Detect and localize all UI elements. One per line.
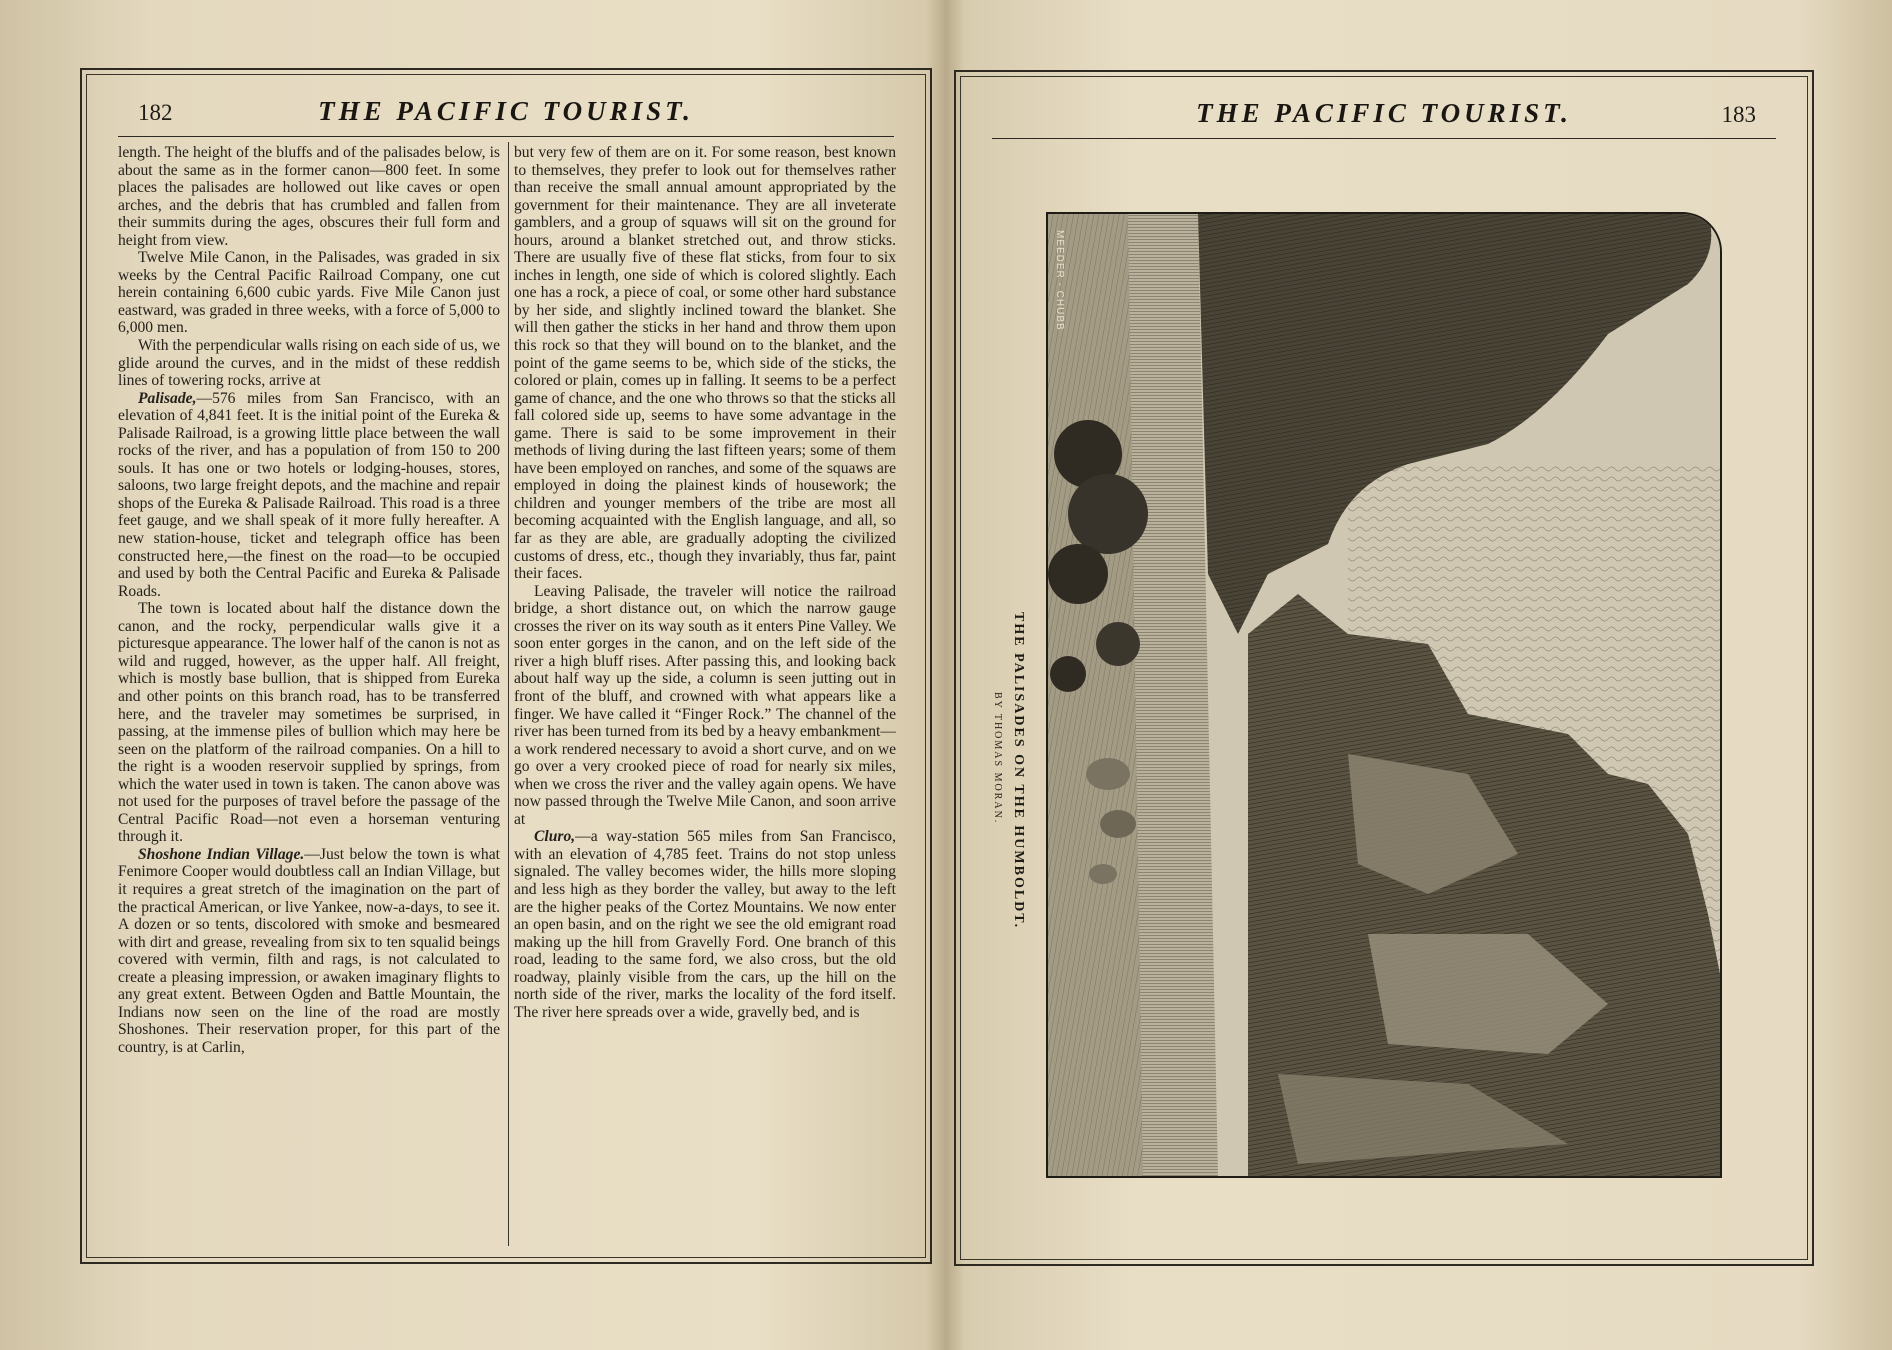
paragraph — [118, 846, 500, 1057]
station-name: Shoshone Indian Village. — [138, 845, 305, 863]
paragraph — [514, 828, 896, 1021]
paragraph-text: Twelve Mile Canon, in the Palisades, was graded in six weeks by the Central Pacific Railroad Company, one cut herein containing 6,600 cubic yards. Five Mile Canon just eastward, was graded in three weeks, with a force of 5,000 to 6,000 men. — [118, 249, 500, 337]
engraving-plate — [1046, 212, 1722, 1178]
right-page-header — [992, 94, 1776, 139]
right-page — [940, 0, 1892, 1350]
paragraph-text: With the perpendicular walls rising on each side of us, we glide around the curves, and in the midst of these reddish lines of towering rocks, arrive at — [118, 337, 500, 390]
page-number: 183 — [1721, 102, 1756, 127]
paragraph-text: but very few of them are on it. For some reason, best known to themselves, they prefer to look out for themselves rather than receive the small annual amount appropriated by the government for their maintenance. They are all inveterate gamblers, and a group of squaws will sit on the ground for hours, around a blanket stretched out, and throw sticks. There are usually five of these flat sticks, from four to six inches in length, one side of which is colored slightly. Each one has a rock, a piece of coal, or some other hard substance by her side, and slightly inclined toward the blanket. She will then gather the sticks in her hand and throw them upon this rock so that they will bound on to the blanket, and the point of the game seems to be, which side of the sticks, the colored or plain, comes up in falling. It seems to be a perfect game of chance, and the one who throws so that the sticks all fall colored side up, seems to have some advantage in the game. There is said to be some improvement in their methods of living during the last fifteen years; some of them have been employed on ranches, and some of the squaws are employed in doing the plainest kinds of housework; the children and younger members of the tribe are most all becoming acquainted with the English language, and all, so far as they are able, are gradually adopting the civilized customs of dress, etc., though they invariably, thus far, paint their faces. — [514, 144, 896, 583]
page-number: 182 — [138, 100, 173, 125]
paragraph-text: —576 miles from San Francisco, with an elevation of 4,841 feet. It is the initial point of the Eureka & Palisade Railroad, is a growing little place between the wall rocks of the river, and has a population of from 150 to 200 souls. It has one or two hotels or lodging-houses, stores, saloons, two large freight depots, and the machine and repair shops of the Eureka & Palisade Railroad. This road is a three feet gauge, and we shall speak of it more fully hereafter. A new station-house, ticket and telegraph office has been constructed here,—the finest on the road—to be occupied and used by both the Central Pacific and Eureka & Palisade Roads. — [118, 389, 500, 600]
paragraph-text: —Just below the town is what Fenimore Cooper would doubtless call an Indian Village, but it requires a great stretch of the imagination on the part of the practical American, or live Yankee, now-a-days, to see it. A dozen or so tents, discolored with smoke and besmeared with dirt and grease, revealing from six to ten squalid beings covered with vermin, filth and rags, is not calculated to create a pleasing impression, or awaken imaginary flights to any great extent. Between Ogden and Battle Mountain, the Indians now seen on the line of the road are mostly Shoshones. Their reservation proper, for this part of the country, is at Carlin, — [118, 845, 500, 1056]
paragraph-text: —a way-station 565 miles from San Francisco, with an elevation of 4,785 feet. Trains do not stop unless signaled. The valley becomes wider, the hills more sloping and less high as they border the valley, but away to the left are the higher peaks of the Cortez Mountains. We now enter an open basin, and on the right we see the old emigrant road making up the hill from Gravelly Ford. One branch of this road, leading to the same ford, we also cross, but the old roadway, plainly visible from the cars, up the hill on the north side of the river, marks the locality of the ford itself. The river here spreads over a wide, gravelly bed, and is — [514, 828, 896, 1021]
paragraph — [118, 600, 500, 846]
paragraph — [118, 337, 500, 390]
plate-caption: THE PALISADES ON THE HUMBOLDT. — [1011, 612, 1026, 930]
station-name: Cluro, — [534, 828, 576, 846]
left-page — [0, 0, 940, 1350]
text-column-2 — [514, 144, 896, 1246]
paragraph — [514, 583, 896, 829]
paragraph — [514, 144, 896, 583]
palisades-engraving — [1048, 214, 1720, 1176]
plate-artist-credit: BY THOMAS MORAN. — [992, 692, 1003, 825]
right-page-frame — [954, 70, 1814, 1266]
paragraph-text: Leaving Palisade, the traveler will notice the railroad bridge, a short distance out, on which the narrow gauge crosses the river on its way south as it enters Pine Valley. We soon enter gorges in the canon, and on the left side of the river a high bluff rises. After passing this, and looking back about half way up the side, a column is seen jutting out in front of the bluff, and crowned with what appears like a finger. We have called it “Finger Rock.” The channel of the river has been turned from its bed by a heavy embankment—a work rendered necessary to avoid a short curve, and on we go over a very crooked piece of road for nearly six miles, when we cross the river and the valley again opens. We have now passed through the Twelve Mile Canon, and soon arrive at — [514, 582, 896, 828]
paragraph — [118, 390, 500, 601]
plate-engraver-credit: MEEDER - CHUBB — [1054, 230, 1065, 331]
left-page-frame — [80, 68, 932, 1264]
running-title: THE PACIFIC TOURIST. — [1196, 98, 1572, 128]
paragraph — [118, 144, 500, 249]
running-title: THE PACIFIC TOURIST. — [318, 96, 694, 126]
paragraph-text: length. The height of the bluffs and of the palisades below, is about the same as in the former canon—800 feet. In some places the palisades are hollowed out like caves or open arches, and the debris that has crumbled and fallen from their summits during the ages, obscures their full form and height from view. — [118, 144, 500, 249]
paragraph — [118, 249, 500, 337]
text-column-1 — [118, 144, 500, 1246]
paragraph-text: The town is located about half the distance down the canon, and the rocky, perpendicular walls give it a picturesque appearance. The lower half of the canon is not as wild and rugged, however, as the upper half. All freight, which is mostly base bullion, that is shipped from Eureka and other points on this branch road, has to be transferred here, and the traveler may sometimes be surprised, in passing, at the immense piles of bullion which may here be seen on the platform of the railroad companies. On a hill to the right is a wooden reservoir supplied by springs, from which the water used in town is taken. The canon above was not used for the purposes of travel before the passage of the Central Pacific Road—not even a horseman venturing through it. — [118, 600, 500, 846]
column-divider — [508, 142, 509, 1246]
left-page-header — [118, 92, 894, 137]
station-name: Palisade, — [138, 389, 197, 407]
